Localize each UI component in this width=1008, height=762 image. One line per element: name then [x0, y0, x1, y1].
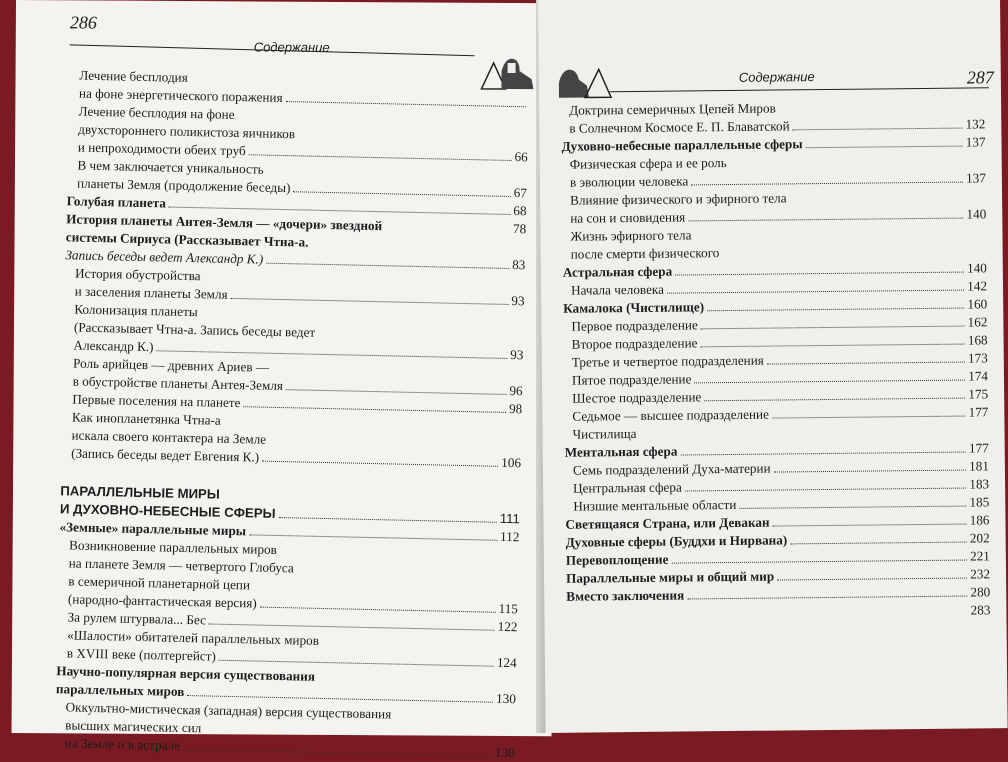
toc-leader-dots: [286, 101, 526, 107]
toc-entry-title: Жизнь эфирного тела: [570, 227, 692, 244]
toc-entry-title: Седьмое — высшее подразделение: [572, 406, 769, 424]
toc-page-number: 130: [494, 744, 515, 761]
toc-entry-title: Чистилища: [572, 425, 637, 442]
toc-page-number: 232: [970, 566, 991, 582]
toc-entry-title: Голубая планета: [66, 193, 167, 211]
toc-leader-dots: [249, 534, 497, 540]
toc-entry-title: планеты Земля (продолжение беседы): [76, 175, 291, 196]
toc-leader-dots: [700, 344, 964, 348]
toc-page-number: 142: [967, 278, 988, 294]
toc-entry-title: двухстороннего поликистоза яичников: [78, 121, 296, 142]
toc-leader-dots: [777, 578, 967, 581]
toc-entry-title: высших магических сил: [65, 717, 202, 736]
toc-entry-title: на сон и сновидения: [570, 209, 686, 226]
toc-entry-title: после смерти физического: [570, 245, 720, 262]
toc-leader-dots: [675, 272, 964, 276]
toc-page-number: 67: [513, 185, 528, 201]
left-table-of-contents: [55, 66, 530, 762]
toc-entry-title: Пятое подразделение: [571, 371, 692, 388]
toc-entry-title: Светящаяся Страна, или Девакан: [565, 514, 770, 532]
toc-leader-dots: [266, 263, 509, 269]
toc-entry-title: Второе подразделение: [571, 335, 698, 352]
toc-entry-title: Духовно-небесные параллельные сферы: [561, 136, 803, 154]
toc-leader-dots: [793, 128, 963, 131]
toc-page-number: 221: [969, 548, 990, 564]
toc-entry-title: История обустройства: [74, 265, 201, 284]
toc-entry-title: параллельных миров: [55, 681, 185, 699]
left-page: [12, 0, 556, 761]
toc-page-number: 283: [970, 602, 991, 618]
toc-entry-title: Центральная сфера: [573, 479, 682, 496]
toc-leader-dots: [688, 218, 963, 222]
toc-leader-dots: [671, 560, 967, 564]
toc-entry-title: Третье и четвертое подразделения: [571, 352, 764, 370]
toc-page-number: 185: [969, 494, 990, 510]
toc-leader-dots: [286, 389, 506, 395]
toc-entry-title: Возникновение параллельных миров: [68, 537, 278, 557]
toc-page-number: 137: [965, 134, 986, 150]
toc-leader-dots: [707, 308, 964, 312]
toc-leader-dots: [680, 452, 966, 456]
toc-page-number: 174: [968, 368, 989, 384]
toc-leader-dots: [260, 607, 496, 613]
toc-entry-title: В чем заключается уникальность: [77, 157, 264, 177]
toc-page-number: 66: [514, 149, 528, 165]
toc-entry-title: Первое подразделение: [571, 317, 698, 334]
toc-page-number: 162: [967, 314, 988, 330]
toc-leader-dots: [694, 380, 965, 384]
sphinx-pyramid-icon: [557, 57, 613, 100]
toc-entry-title: (Запись беседы ведет Евгения К.): [70, 445, 260, 465]
toc-page-number: 124: [496, 654, 517, 671]
toc-page-number: 68: [513, 203, 527, 219]
toc-entry-title: Низшие ментальные области: [573, 496, 737, 514]
toc-page-number: 137: [966, 170, 986, 186]
toc-entry-title: в Солнечном Космосе Е. П. Блаватской: [569, 118, 790, 136]
toc-entry-title: в эволюции человека: [569, 173, 689, 190]
toc-page-number: 140: [966, 260, 987, 276]
toc-entry-title: в обустройстве планеты Антея-Земля: [72, 373, 284, 394]
toc-entry-title: Семь подразделений Духа-материи: [572, 460, 771, 478]
toc-entry-title: в семеричной планетарной цепи: [68, 573, 251, 593]
toc-leader-dots: [774, 470, 967, 473]
toc-page-number: 175: [968, 386, 989, 402]
toc-entry-title: Влияние физического и эфирного тела: [570, 190, 787, 208]
toc-entry-title: Шестое подразделение: [572, 389, 702, 406]
toc-entry-title: Вместо заключения: [566, 587, 685, 604]
toc-entry-title: Физическая сфера и ее роль: [569, 155, 727, 172]
toc-entry-title: системы Сириуса (Рассказывает Чтна-а.: [65, 229, 309, 250]
toc-page-number: 181: [969, 458, 989, 474]
toc-entry-title: Лечение бесплодия на фоне: [78, 103, 235, 122]
toc-entry-title: в XVIII веке (полтергейст): [66, 645, 217, 664]
toc-entry-title: (народно-фантастическая версия): [67, 591, 257, 611]
toc-entry-title: Духовные сферы (Буддхи и Нирвана): [565, 532, 788, 550]
toc-leader-dots: [687, 596, 967, 600]
left-page-header: Содержание: [253, 39, 330, 55]
toc-entry-title: Как инопланетянка Чтна-а: [71, 409, 221, 428]
toc-page-number: 96: [509, 383, 523, 399]
left-page-number: 286: [69, 12, 97, 33]
toc-leader-dots: [767, 362, 965, 365]
toc-entry-title: «Земные» параллельные миры: [59, 519, 247, 539]
toc-page-number: 186: [969, 512, 990, 528]
toc-leader-dots: [790, 542, 967, 545]
toc-leader-dots: [293, 191, 510, 197]
right-page: [538, 0, 1008, 733]
toc-entry-title: Параллельные миры и общий мир: [565, 568, 775, 586]
toc-entry-title: История планеты Антея-Земля — «дочери» звездной: [66, 211, 383, 234]
toc-page-number: 115: [498, 600, 519, 617]
toc-page-number: 160: [967, 296, 988, 312]
toc-entry-title: искала своего контактера на Земле: [71, 427, 267, 447]
toc-entry-title: Научно-популярная версия существования: [56, 663, 316, 684]
toc-entry-title: «Шалости» обитателей параллельных миров: [67, 627, 320, 648]
toc-entry-title: Астральная сфера: [562, 263, 673, 280]
toc-entry-title: на планете Земля — четвертого Глобуса: [68, 555, 294, 576]
toc-entry-title: Роль арийцев — древних Ариев —: [72, 355, 270, 375]
toc-page-number: 78: [512, 221, 527, 237]
toc-entry-title: Лечение бесплодия: [79, 67, 188, 85]
toc-entry-title: И ДУХОВНО-НЕБЕСНЫЕ СФЕРЫ: [59, 501, 276, 521]
toc-entry-title: Александр К.): [73, 337, 154, 355]
toc-entry-title: Первые поселения на планете: [72, 391, 241, 411]
toc-entry-title: Начала человека: [570, 281, 665, 298]
toc-leader-dots: [278, 517, 496, 523]
toc-page-number: 93: [511, 293, 525, 309]
toc-page-number: 112: [499, 528, 520, 545]
toc-leader-dots: [772, 416, 966, 419]
toc-page-number: 173: [967, 350, 988, 366]
toc-page-number: 130: [495, 690, 517, 707]
toc-leader-dots: [685, 488, 967, 492]
toc-leader-dots: [704, 398, 965, 402]
toc-page-number: 140: [966, 206, 987, 222]
toc-page-number: 98: [508, 400, 523, 417]
right-table-of-contents: [561, 97, 990, 623]
toc-entry-title: (Рассказывает Чтна-а. Запись беседы ведет: [73, 319, 316, 340]
right-header-rule: [609, 87, 989, 92]
toc-entry-title: Доктрина семеричных Цепей Миров: [569, 100, 776, 118]
toc-leader-dots: [249, 154, 512, 161]
toc-page-number: 202: [969, 530, 990, 546]
toc-page-number: 93: [510, 347, 524, 363]
toc-page-number: 168: [967, 332, 988, 348]
toc-entry-title: на фоне энергетического поражения: [78, 85, 283, 105]
toc-leader-dots: [691, 182, 963, 186]
toc-leader-dots: [701, 326, 965, 330]
toc-page-number: 132: [965, 116, 986, 132]
toc-page-number: 111: [499, 510, 520, 527]
toc-leader-dots: [243, 406, 506, 413]
toc-page-number: 177: [968, 440, 989, 456]
toc-page-number: 122: [497, 618, 518, 635]
toc-leader-dots: [739, 506, 966, 509]
toc-page-number: 177: [968, 404, 989, 420]
toc-entry-title: ПАРАЛЛЕЛЬНЫЕ МИРЫ: [60, 483, 220, 502]
toc-leader-dots: [262, 461, 498, 467]
right-page-header: Содержание: [738, 69, 815, 85]
toc-leader-dots: [806, 146, 963, 149]
toc-entry-title: Камалока (Чистилище): [563, 299, 705, 316]
toc-entry-title: Ментальная сфера: [564, 443, 678, 460]
toc-leader-dots: [667, 290, 964, 294]
toc-entry-title: Перевоплощение: [565, 551, 669, 568]
toc-entry-title: Оккультно-мистическая (западная) версия существования: [65, 699, 392, 722]
toc-entry-title: на Земле и в астрале: [64, 735, 181, 753]
toc-leader-dots: [773, 524, 967, 527]
right-page-number: 287: [966, 67, 994, 88]
toc-entry-title: Колонизация планеты: [74, 301, 198, 320]
toc-entry-title: За рулем штурвала... Бес: [67, 609, 207, 628]
toc-entry-title: и заселения планеты Земля: [74, 283, 228, 302]
toc-page-number: 106: [501, 454, 522, 471]
toc-page-number: 280: [970, 584, 991, 600]
toc-entry-title: Запись беседы ведет Александр К.): [65, 247, 264, 267]
toc-entry-title: и непроходимости обеих труб: [77, 139, 246, 159]
toc-page-number: 183: [969, 476, 990, 492]
toc-page-number: 83: [512, 257, 526, 273]
toc-leader-dots: [183, 749, 492, 757]
